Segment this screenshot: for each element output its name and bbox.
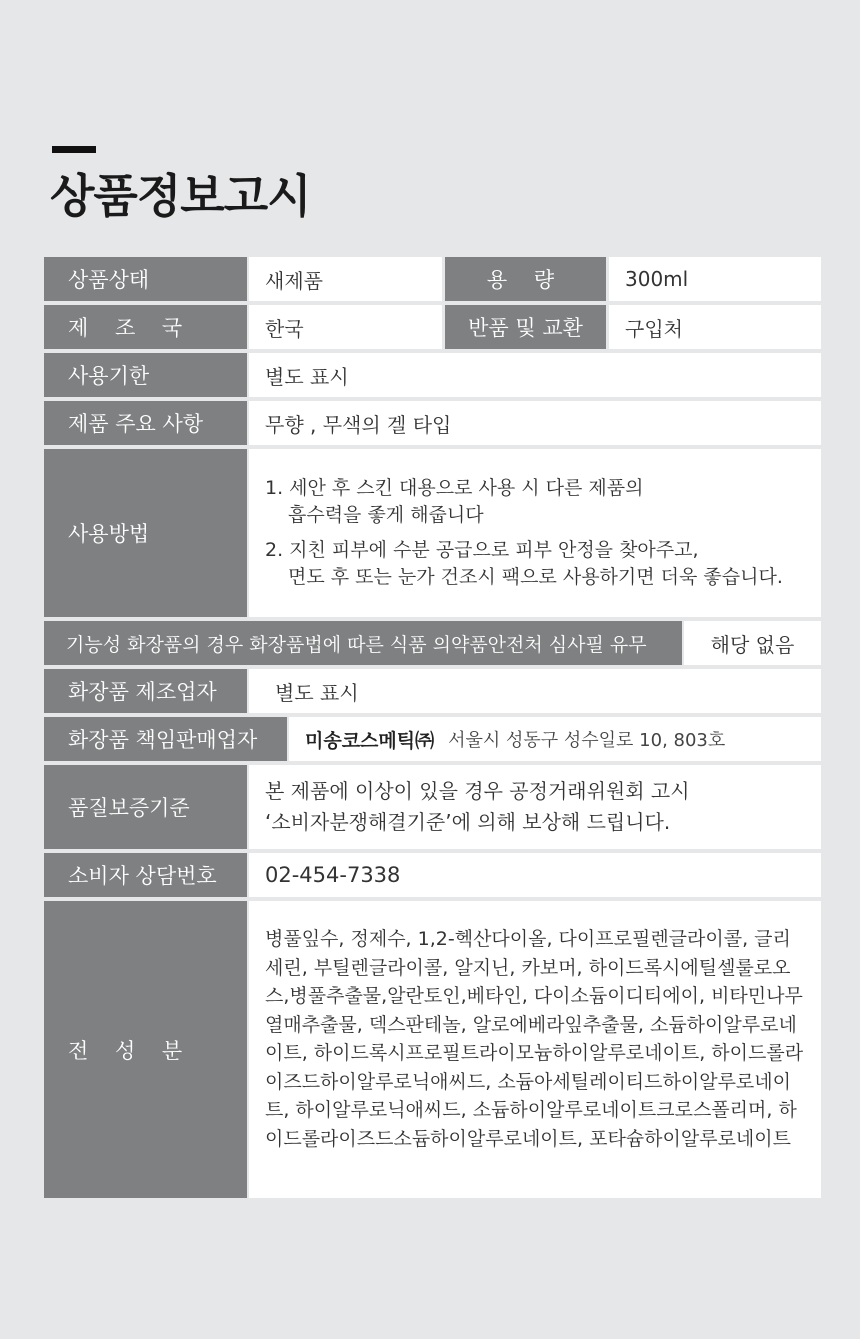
manufacturer-label: 화장품 제조업자: [44, 669, 247, 713]
row-manufacturer: [44, 669, 821, 713]
row-ingredients: [44, 901, 821, 1198]
usage-item-2: [265, 537, 783, 591]
quality-line-1: 본 제품에 이상이 있을 경우 공정거래위원회 고시: [265, 779, 690, 803]
return-label: 반품 및 교환: [445, 305, 606, 349]
row-phone: [44, 853, 821, 897]
row-country: [44, 305, 821, 349]
usage-1-line-1: 1. 세안 후 스킨 대용으로 사용 시 다른 제품의: [265, 477, 644, 499]
phone-label: 소비자 상담번호: [44, 853, 247, 897]
functional-value: 해당 없음: [684, 621, 821, 665]
seller-address: 서울시 성동구 성수일로 10, 803호: [448, 730, 726, 751]
usage-1-line-2: 흡수력을 좋게 해줍니다: [288, 504, 484, 526]
ingredients-value: 병풀잎수, 정제수, 1,2-헥산다이올, 다이프로필렌글라이콜, 글리세린, 부틸렌글라이콜, 알지닌, 카보머, 하이드록시에틸셀룰로오스,병풀추출물,알란토인,베타인, 다이소듐이디티에이, 비타민나무열매추출물, 덱스판테놀, 알로에베라잎추출물, 소듐하이알루로네이트, 하이드록시프로필트라이모늄하이알루로네이트, 하이드롤라이즈드하이알루로닉애씨드, 소듐아세틸레이티드하이알루로네이트, 하이알루로닉애씨드, 소듐하이알루로네이트크로스폴리머, 하이드롤라이즈드소듐하이알루로네이트, 포타슘하이알루로네이트: [249, 901, 821, 1198]
return-value: 구입처: [609, 305, 821, 349]
quality-value: [249, 765, 821, 849]
row-expiry: [44, 353, 821, 397]
volume-value: 300ml: [609, 257, 821, 301]
row-quality: [44, 765, 821, 849]
functional-label: 기능성 화장품의 경우 화장품법에 따른 식품 의약품안전처 심사필 유무: [44, 621, 682, 665]
ingredients-label: 전 성 분: [44, 901, 247, 1198]
usage-label: 사용방법: [44, 449, 247, 617]
quality-label: 품질보증기준: [44, 765, 247, 849]
usage-value: [249, 449, 821, 617]
seller-name: 미송코스메틱㈜: [305, 729, 435, 752]
condition-label: 상품상태: [44, 257, 247, 301]
country-label: 제 조 국: [44, 305, 247, 349]
row-features: [44, 401, 821, 445]
expiry-label: 사용기한: [44, 353, 247, 397]
row-seller: [44, 717, 821, 761]
page-title: 상품정보고시: [50, 169, 311, 223]
usage-item-1: [265, 475, 643, 529]
usage-2-line-2: 면도 후 또는 눈가 건조시 팩으로 사용하기면 더욱 좋습니다.: [288, 566, 783, 588]
condition-value: 새제품: [249, 257, 442, 301]
title-accent-bar: [52, 146, 96, 153]
row-functional: [44, 621, 821, 665]
row-condition: [44, 257, 821, 301]
seller-label: 화장품 책임판매업자: [44, 717, 287, 761]
usage-2-line-1: 2. 지친 피부에 수분 공급으로 피부 안정을 찾아주고,: [265, 539, 699, 561]
row-usage: [44, 449, 821, 617]
features-label: 제품 주요 사항: [44, 401, 247, 445]
country-value: 한국: [249, 305, 442, 349]
volume-label: 용 량: [445, 257, 606, 301]
seller-value: [289, 717, 821, 761]
manufacturer-value: 별도 표시: [249, 669, 821, 713]
expiry-value: 별도 표시: [249, 353, 821, 397]
phone-value: 02-454-7338: [249, 853, 821, 897]
features-value: 무향 , 무색의 겔 타입: [249, 401, 821, 445]
quality-line-2: ‘소비자분쟁해결기준’에 의해 보상해 드립니다.: [265, 810, 671, 834]
